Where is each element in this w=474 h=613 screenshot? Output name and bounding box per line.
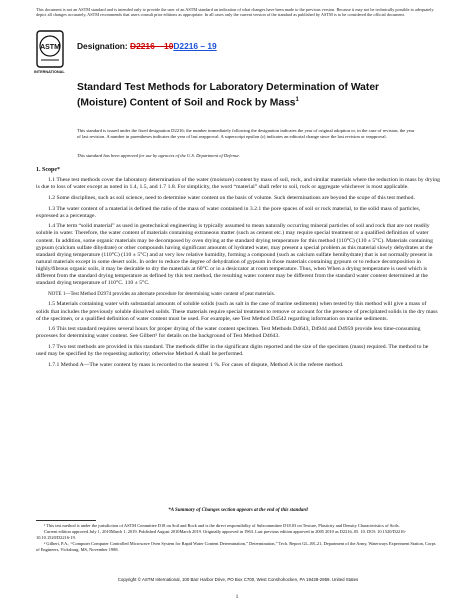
designation — [77, 41, 217, 51]
astm-logo-icon — [36, 30, 64, 68]
title-footnote-marker: 1 — [295, 97, 299, 104]
paragraph-1-3: 1.3 The water content of a material is defined the ratio of the mass of water contained in 3.2.1 the pore spaces of soil or rock material, to the solid mass of particles, expressed as a percentage. — [36, 205, 421, 219]
designation-new: D2216 – 19 — [173, 41, 217, 51]
footnote-1-edition: Current edition approved July 1, 2010March 1, 2019. Published August 2010March 2019. Originally approved in 1963. Last previous edition approved in 2005 2010 as D2216–05. 10. DOI: 10.1520/D2216-10.10.1520/D2216-19. — [36, 529, 407, 540]
paragraph-1-7: 1.7 Two test methods are provided in this standard. The methods differ in the significant digits reported and the size of the specimen (mass) required. The method to be used may be specified by the requesting authority; otherwise Method A shall be performed. — [36, 344, 429, 358]
document-body — [36, 167, 440, 373]
logo-caption: INTERNATIONAL — [34, 70, 65, 74]
designation-label: Designation: — [77, 41, 128, 51]
paragraph-1-6: 1.6 This test standard requires several hours for proper drying of the water content specimen. Test Methods D4643, D4944 and D4959 provide less time-consuming processes for determining water content. See Gilbert² for details on the background of Test Method D4643. — [36, 326, 421, 340]
page-number: 1 — [235, 594, 239, 600]
footnote-1: ¹ This test method is under the jurisdiction of ASTM Committee D18 on Soil and Rock and is the direct responsibility of Subcommittee D18.03 on Texture, Plasticity and Density Characteristics of Soils. — [44, 523, 400, 528]
dod-approval-note: This standard has been approved for use by agencies of the U.S. Department of Defense. — [77, 153, 240, 158]
footnote-2: ² Gilbert, P.A., “Computer Computer Controlled Microwave Oven System for Rapid Water Content Determination,” Determination,” Tech. Report GL–88–21, Department of the Army, Waterways Experiment Station, Corps of Engineers, Vicksburg, MS, November 1988. — [36, 541, 436, 552]
summary-of-changes-note: *A Summary of Changes section appears at the end of this standard — [168, 508, 308, 513]
footnote-divider — [36, 520, 96, 521]
redline-notice: This document is not an ASTM standard and is intended only to provide the user of an ASTM standard an indication of what changes have been made to the previous version. Because it may not be technically possible to adequately depict all changes accurately, ASTM recommends that users consult prior editions as appropriate. In all cases only the current version of the standard as published by ASTM is to be considered the official document. — [36, 7, 434, 18]
paragraph-1-4: 1.4 The term “solid material” as used in geotechnical engineering is typically assumed to mean naturally occurring mineral particles of soil and rock that are not readily soluble in water. Therefore, the water content of materials containing extraneous matter (such as cement etc.) may require special treatment or a qualified definition of water content. In addition, some organic materials may be decomposed by oven drying at the standard drying temperature for this method (110°C) (110 ± 5°C). Materials containing gypsum (calcium sulfate dihydrate) or other compounds having significant amounts of hydrated water, may present a special problem as this material slowly dehydrates at the standard drying temperature (110°C) (110 ± 5°C) and at very low relative humidity, forming a compound (such as calcium sulfate hemihydrate) that is not normally present in natural materials except in some desert soils. In order to reduce the degree of dehydration of gypsum in those materials containing gypsum or to reduce decomposition in highly/fibrous organic soils, it may be desirable to dry the materials at 60°C or in a desiccator at room temperature. Thus, when When a drying temperature is used which is different from the standard drying temperature as defined by this test method, the resulting water content may be different from the standard water content determined at the standard drying temperature of 110°C. 110 ± 5°C. — [36, 223, 433, 287]
section-heading-scope: 1. Scope* — [36, 167, 60, 173]
paragraph-1-1: 1.1 These test methods cover the laboratory determination of the water (moisture) content by mass of soil, rock, and similar materials where the reduction in mass by drying is due to loss of water except as noted in 1.4, 1.5, and 1.7 1.8. For simplicity, the word “material” shall refer to soil, rock or aggregate whichever is most applicable. — [36, 177, 440, 191]
note-1: NOTE 1—Test Method D2974 provides an alternate procedure for determining water content of peat materials. — [48, 290, 275, 297]
paragraph-1-7-1: 1.7.1 Method A—The water content by mass is recorded to the nearest 1 %. For cases of dispute, Method A is the referee method. — [48, 361, 344, 368]
standard-note-text: This standard is issued under the fixed designation D2216; the number immediately following the designation indicates the year of original adoption or, in the case of revision, the year of last revision. A number in parentheses indicates the year of last reapproval. A superscript epsilon (ε) indicates an editorial change since the last revision or reapproval. — [77, 128, 415, 140]
designation-old: D2216 – 10 — [130, 41, 174, 51]
document-title — [77, 82, 397, 110]
copyright-line: Copyright © ASTM International, 100 Barr Harbor Drive, PO Box C700, West Conshohocken, PA 19428-2959. United States — [117, 577, 359, 582]
footnotes — [36, 523, 440, 553]
title-text: Standard Test Methods for Laboratory Determination of Water (Moisture) Content of Soil and Rock by Mass — [77, 82, 380, 109]
svg-text:ASTM: ASTM — [40, 44, 60, 51]
paragraph-1-2: 1.2 Some disciplines, such as soil science, need to determine water content on the basis of volume. Such determinations are beyond the scope of this test method. — [48, 194, 415, 201]
paragraph-1-5: 1.5 Materials containing water with substantial amounts of soluble solids (such as salt in the case of marine sediments) when tested by this method will give a mass of solids that includes the previously soluble dissolved solids. These materials require special treatment to remove or account for the presence of precipitated solids in the dry mass of the specimen, or a qualified definition of water content must be used. For example, see Test Method D4542 regarding information on marine sediments. — [36, 301, 438, 322]
standard-note — [77, 128, 417, 140]
